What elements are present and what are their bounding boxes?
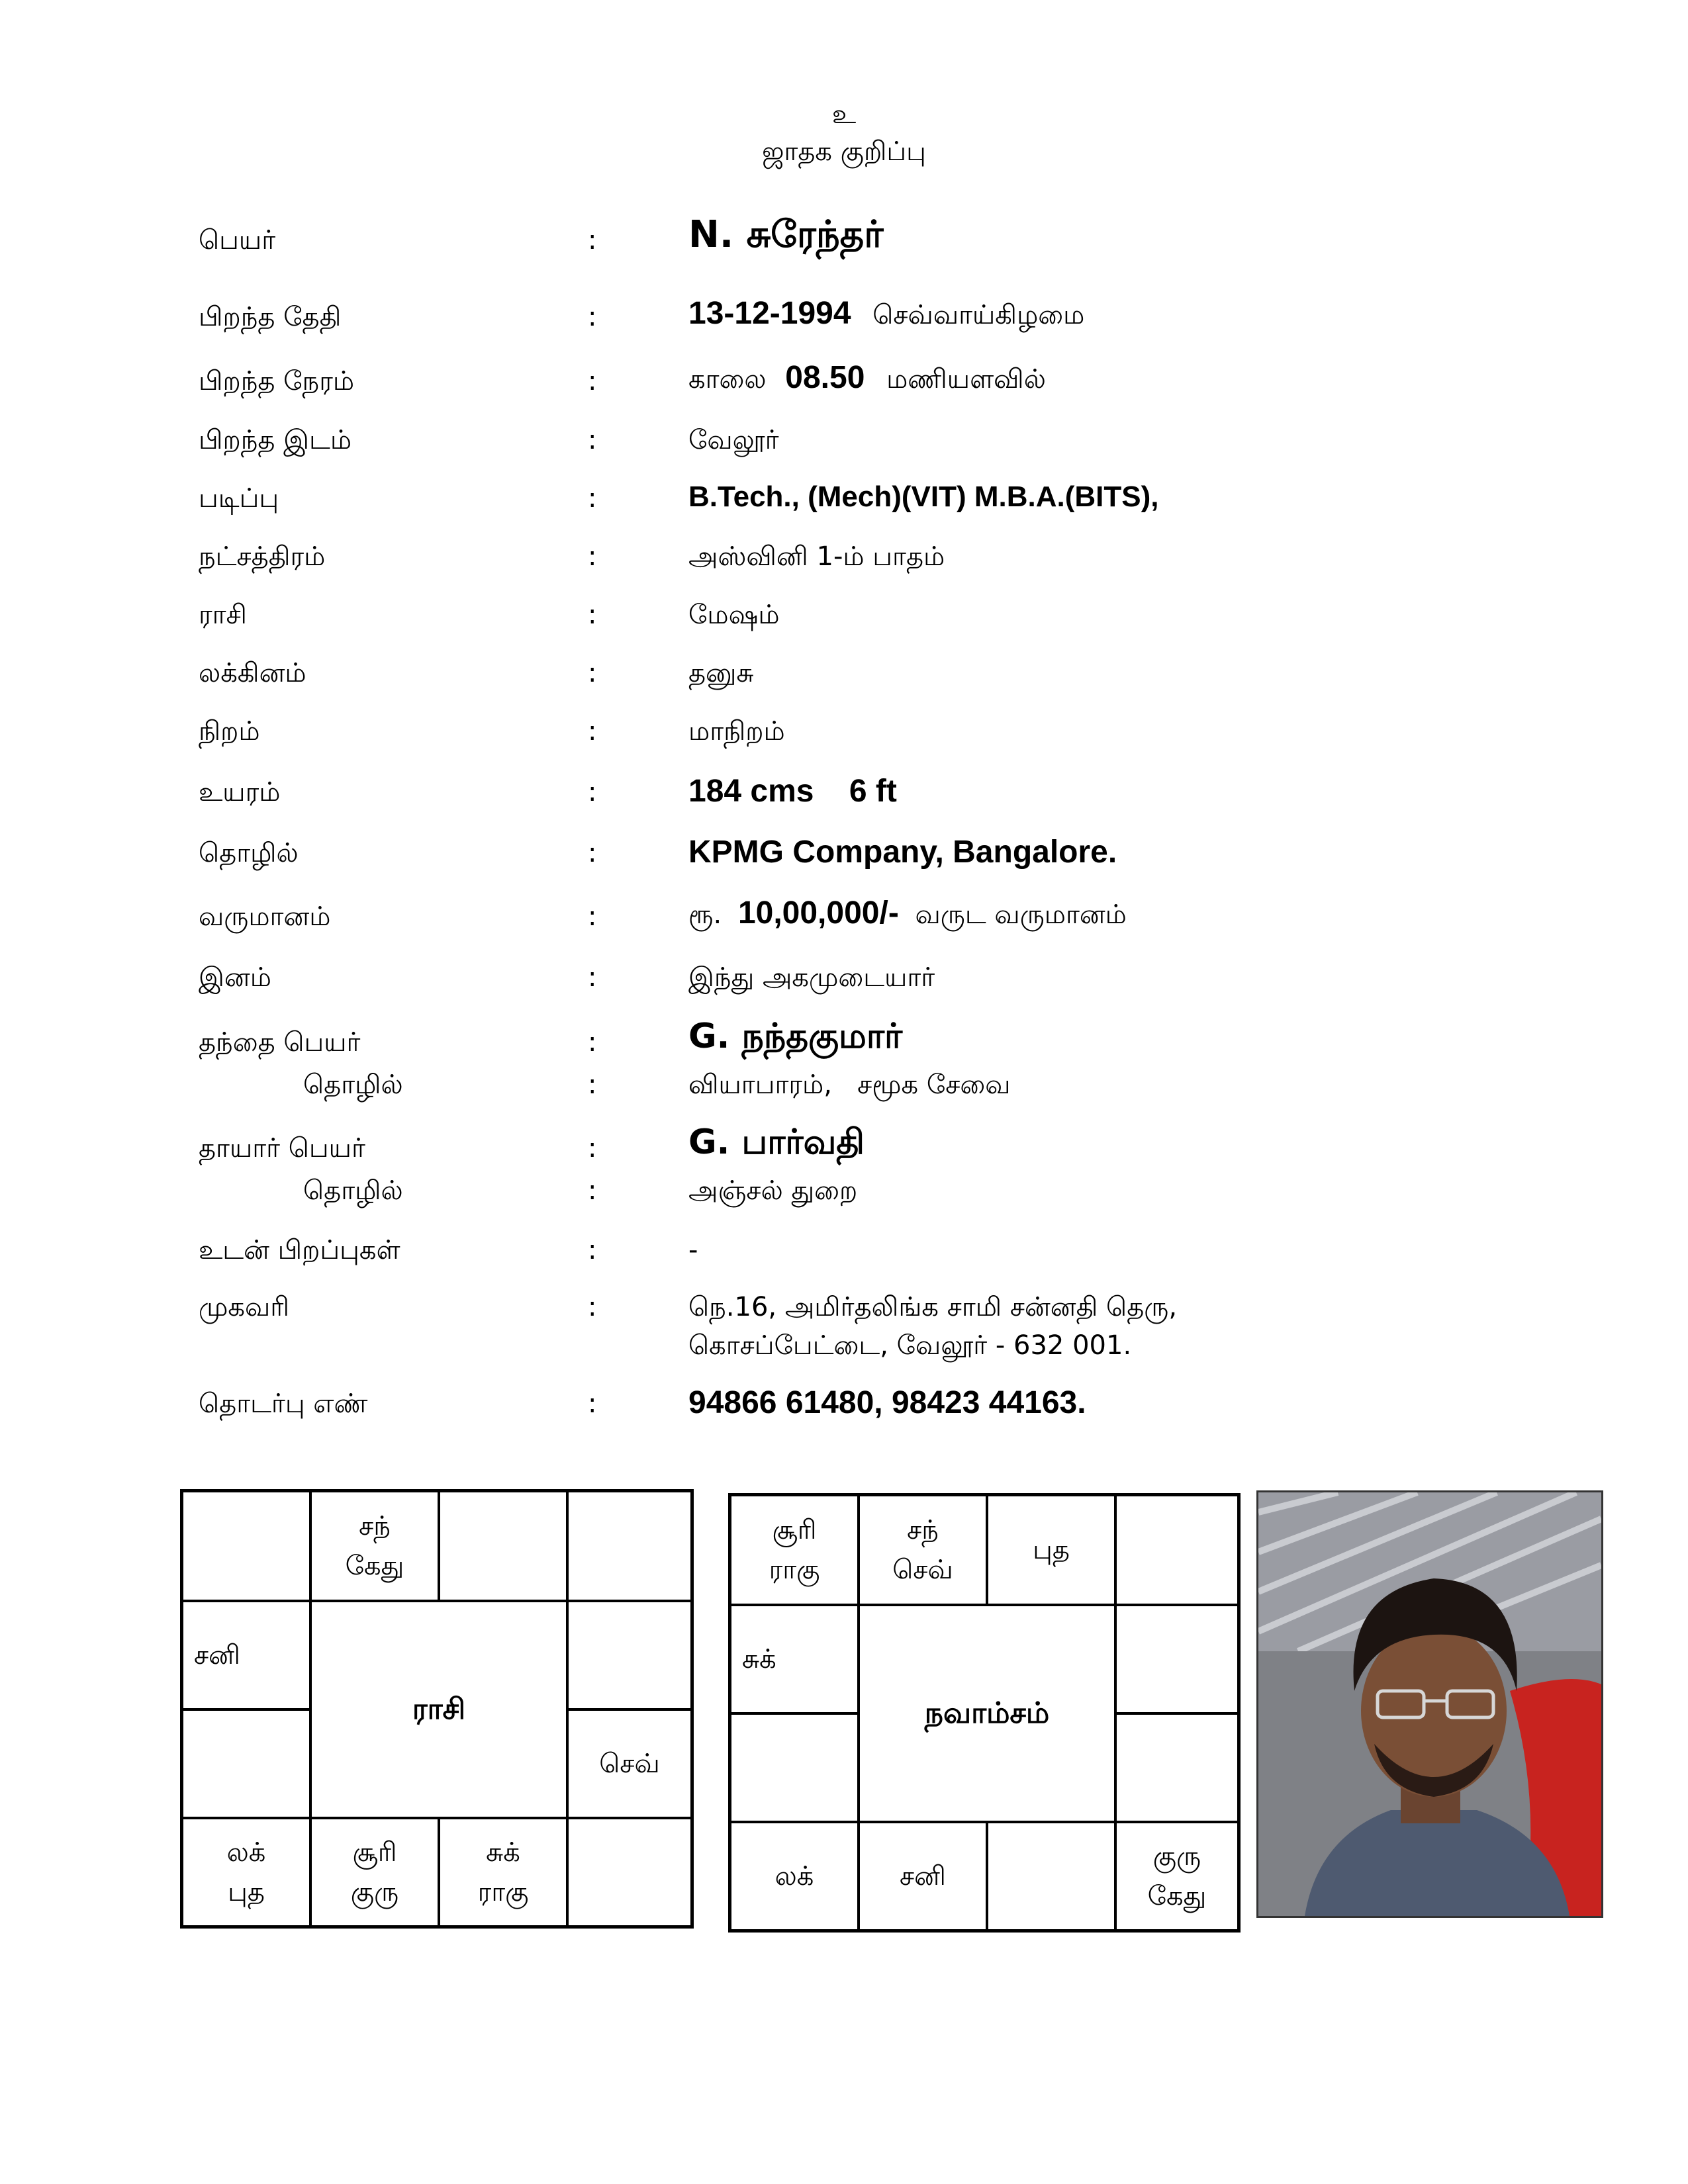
navamsa-cell-bottom-4: குரு கேது: [1115, 1822, 1239, 1931]
rasi-chart: [180, 1489, 694, 1929]
navamsa-cell-bottom-1: லக்: [730, 1822, 859, 1931]
colon: :: [588, 901, 597, 932]
value-mother-occupation: அஞ்சல் துறை: [688, 1175, 858, 1206]
colon: :: [588, 1133, 597, 1163]
birth-time-prefix: காலை: [688, 364, 767, 394]
value-dob: [688, 295, 1084, 334]
value-address-line2: கொசப்பேட்டை, வேலூர் - 632 001.: [688, 1330, 1132, 1361]
label-address: முகவரி: [199, 1292, 290, 1322]
rasi-cell-top-3: [439, 1491, 567, 1601]
value-star: அஸ்வினி 1-ம் பாதம்: [688, 541, 945, 572]
page-title: ஜாதக குறிப்பு: [762, 136, 926, 167]
colon: :: [588, 1175, 597, 1206]
colon: :: [588, 225, 597, 255]
rasi-cell-bottom-3: சுக் ராகு: [439, 1818, 567, 1927]
label-contact: தொடர்பு எண்: [199, 1388, 368, 1419]
rasi-cell-top-2: சந் கேது: [310, 1491, 439, 1601]
label-complexion: நிறம்: [199, 716, 260, 747]
rasi-cell-right-1: [567, 1601, 692, 1709]
label-height: உயரம்: [199, 777, 281, 807]
label-birth-place: பிறந்த இடம்: [199, 425, 352, 455]
value-contact: 94866 61480, 98423 44163.: [688, 1385, 1086, 1420]
colon: :: [588, 366, 597, 396]
income-suffix: வருட வருமானம்: [915, 899, 1127, 930]
navamsa-cell-bottom-3: [987, 1822, 1115, 1931]
colon: :: [588, 962, 597, 993]
label-mother-occupation: தொழில்: [303, 1175, 403, 1206]
navamsa-chart: [728, 1493, 1241, 1933]
navamsa-cell-top-4: [1115, 1495, 1239, 1605]
value-siblings: -: [688, 1235, 698, 1265]
colon: :: [588, 425, 597, 455]
colon: :: [588, 1235, 597, 1265]
rasi-center: [310, 1601, 567, 1818]
value-mother-name: G. பார்வதி: [688, 1122, 865, 1162]
label-occupation: தொழில்: [199, 838, 299, 868]
rasi-cell-top-1: [182, 1491, 310, 1601]
value-height: 184 cms 6 ft: [688, 774, 897, 809]
value-rasi: மேஷம்: [688, 600, 780, 630]
label-dob: பிறந்த தேதி: [199, 302, 342, 332]
birth-time-number: 08.50: [785, 360, 865, 395]
value-community: இந்து அகமுடையார்: [688, 962, 935, 993]
navamsa-cell-right-2: [1115, 1713, 1239, 1822]
label-birth-time: பிறந்த நேரம்: [199, 366, 355, 396]
navamsa-cell-top-2: சந் செவ்: [859, 1495, 987, 1605]
navamsa-cell-left-1: சுக்: [730, 1605, 859, 1713]
navamsa-cell-top-1: சூரி ராகு: [730, 1495, 859, 1605]
portrait-illustration: [1258, 1492, 1601, 1916]
rasi-cell-top-4: [567, 1491, 692, 1601]
birth-time-suffix: மணியளவில்: [886, 364, 1046, 394]
label-star: நட்சத்திரம்: [199, 541, 326, 572]
rasi-center-label: ராசி: [412, 1692, 466, 1726]
profile-photo: [1256, 1490, 1603, 1918]
value-birth-time: [688, 359, 1046, 398]
income-amount: 10,00,000/-: [737, 895, 899, 931]
value-address-line1: நெ.16, அமிர்தலிங்க சாமி சன்னதி தெரு,: [688, 1292, 1178, 1322]
colon: :: [588, 541, 597, 572]
value-income: [688, 895, 1127, 933]
colon: :: [588, 777, 597, 807]
navamsa-center: [859, 1605, 1115, 1822]
value-father-name: G. நந்தகுமார்: [688, 1017, 903, 1056]
colon: :: [588, 1388, 597, 1419]
income-prefix: ரூ.: [688, 899, 722, 930]
navamsa-cell-top-3: புத: [987, 1495, 1115, 1605]
rasi-cell-bottom-2: சூரி குரு: [310, 1818, 439, 1927]
label-father-occupation: தொழில்: [303, 1069, 403, 1100]
dob-date: 13-12-1994: [688, 296, 851, 331]
rasi-cell-left-1: சனி: [182, 1601, 310, 1709]
colon: :: [588, 838, 597, 868]
label-rasi: ராசி: [199, 600, 247, 630]
value-education: B.Tech., (Mech)(VIT) M.B.A.(BITS),: [688, 480, 1159, 513]
label-name: பெயர்: [199, 225, 276, 255]
colon: :: [588, 600, 597, 630]
value-occupation: KPMG Company, Bangalore.: [688, 835, 1117, 870]
value-name: N. சுரேந்தர்: [688, 213, 884, 256]
value-birth-place: வேலூர்: [688, 425, 779, 455]
label-father-name: தந்தை பெயர்: [199, 1027, 361, 1058]
navamsa-cell-left-2: [730, 1713, 859, 1822]
colon: :: [588, 1292, 597, 1322]
label-education: படிப்பு: [199, 483, 279, 514]
colon: :: [588, 658, 597, 688]
colon: :: [588, 1027, 597, 1058]
rasi-cell-bottom-1: லக் புத: [182, 1818, 310, 1927]
label-lagna: லக்கினம்: [199, 658, 306, 688]
label-community: இனம்: [199, 962, 271, 993]
dob-day: செவ்வாய்கிழமை: [872, 300, 1085, 330]
label-siblings: உடன் பிறப்புகள்: [199, 1235, 400, 1265]
colon: :: [588, 483, 597, 514]
rasi-cell-bottom-4: [567, 1818, 692, 1927]
navamsa-center-label: நவாம்சம்: [924, 1696, 1050, 1730]
navamsa-cell-right-1: [1115, 1605, 1239, 1713]
label-income: வருமானம்: [199, 901, 331, 932]
header-symbol: உ: [831, 99, 857, 130]
value-father-occupation: வியாபாரம், சமூக சேவை: [688, 1069, 1011, 1100]
colon: :: [588, 1069, 597, 1100]
colon: :: [588, 716, 597, 747]
label-mother-name: தாயார் பெயர்: [199, 1133, 365, 1163]
rasi-cell-right-2: செவ்: [567, 1709, 692, 1818]
colon: :: [588, 302, 597, 332]
rasi-cell-left-2: [182, 1709, 310, 1818]
value-lagna: தனுசு: [688, 658, 754, 688]
value-complexion: மாநிறம்: [688, 716, 785, 747]
navamsa-cell-bottom-2: சனி: [859, 1822, 987, 1931]
